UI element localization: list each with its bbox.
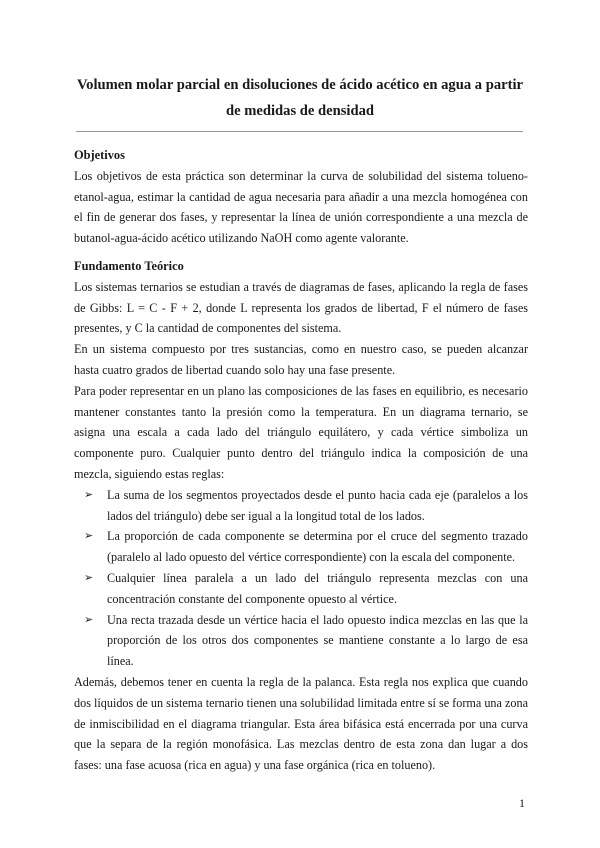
list-item-text: Cualquier línea paralela a un lado del triángulo representa mezclas con una concentración constante del componente opuesto al vértice. bbox=[107, 570, 528, 606]
rules-list bbox=[74, 485, 528, 672]
fundamento-closing-paragraph: Además, debemos tener en cuenta la regla de la palanca. Esta regla nos explica que cuando dos líquidos de un sistema ternario tienen una solubilidad limitada entre sí se forma una zona de inmiscibilidad en el diagrama triangular. Esta área bifásica está encerrada por una curva que la separa de la región monofásica. Las mezclas dentro de esta zona dan lugar a dos fases: una fase acuosa (rica en agua) y una fase orgánica (rica en tolueno). bbox=[74, 674, 528, 773]
fundamento-paragraph-1: Los sistemas ternarios se estudian a través de diagramas de fases, aplicando la regla de fases de Gibbs: L = C - F + 2, donde L representa los grados de libertad, F el número de fases presentes, y C la cantidad de componentes del sistema. bbox=[74, 279, 528, 336]
list-item-text: La suma de los segmentos proyectados desde el punto hacia cada eje (paralelos a los lados del triángulo) debe ser igual a la longitud total de los lados. bbox=[107, 487, 528, 523]
list-item-text: Una recta trazada desde un vértice hacia el lado opuesto indica mezclas en las que la proporción de los otros dos componentes se mantiene constante a lo largo de esa línea. bbox=[107, 612, 528, 669]
list-item bbox=[74, 485, 528, 527]
document-body bbox=[74, 145, 528, 776]
list-item bbox=[74, 568, 528, 610]
document-title: Volumen molar parcial en disoluciones de ácido acético en agua a partir de medidas de densidad bbox=[76, 77, 524, 119]
list-item bbox=[74, 526, 528, 568]
arrow-bullet-icon: ➢ bbox=[84, 487, 94, 501]
fundamento-paragraph-2: En un sistema compuesto por tres sustancias, como en nuestro caso, se pueden alcanzar hasta cuatro grados de libertad cuando solo hay una fase presente. bbox=[74, 342, 528, 377]
fundamento-paragraph-3: Para poder representar en un plano las composiciones de las fases en equilibrio, es necesario mantener constantes tanto la presión como la temperatura. En un diagrama ternario, se asigna una escala a cada lado del triángulo equilátero, y cada vértice simboliza un componente puro. Cualquier punto dentro del triángulo indica la composición de una mezcla, siguiendo estas reglas: bbox=[74, 383, 528, 481]
objetivos-paragraph: Los objetivos de esta práctica son determinar la curva de solubilidad del sistema tolueno-etanol-agua, estimar la cantidad de agua necesaria para añadir a una mezcla homogénea con el fin de generar dos fases, y representar la línea de unión correspondiente a una mezcla de butanol-agua-ácido acético utilizando NaOH como agente valorante. bbox=[74, 168, 528, 246]
arrow-bullet-icon: ➢ bbox=[84, 570, 94, 584]
title-divider bbox=[76, 131, 523, 132]
list-item bbox=[74, 610, 528, 672]
page-number: 1 bbox=[519, 796, 525, 810]
fundamento-heading: Fundamento Teórico bbox=[74, 258, 184, 273]
arrow-bullet-icon: ➢ bbox=[84, 529, 94, 543]
arrow-bullet-icon: ➢ bbox=[84, 612, 94, 626]
list-item-text: La proporción de cada componente se determina por el cruce del segmento trazado (paralelo al lado opuesto del vértice correspondiente) con la escala del componente. bbox=[107, 529, 528, 565]
section-spacer bbox=[74, 249, 528, 256]
objetivos-heading: Objetivos bbox=[74, 148, 125, 162]
